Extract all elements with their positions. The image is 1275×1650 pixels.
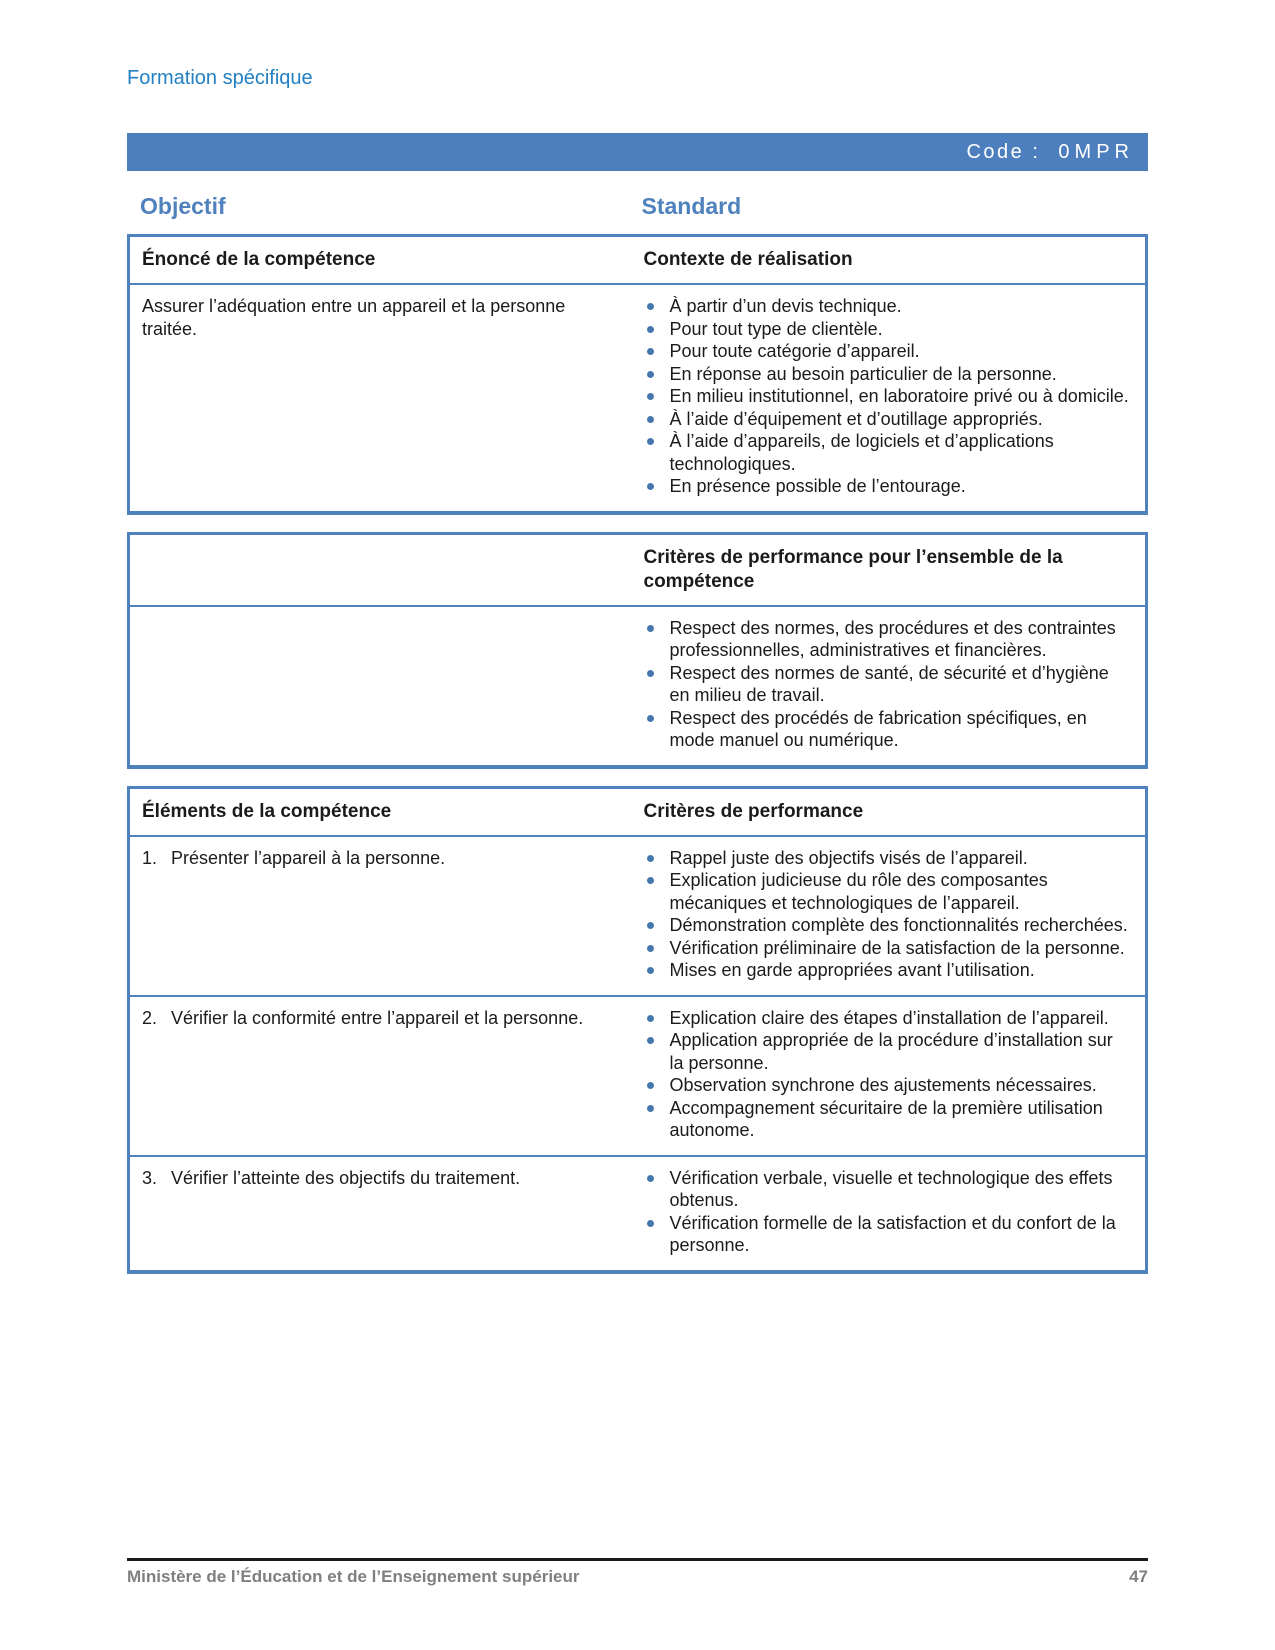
element-text: Vérifier l’atteinte des objectifs du traitement. <box>171 1167 521 1188</box>
bullet-dot-icon <box>644 363 670 386</box>
bullet-item <box>644 937 1130 960</box>
criteres-ensemble-bullet-list <box>638 607 1146 765</box>
criteres-ensemble-header-cell: Critères de performance pour l’ensemble de la compétence <box>643 546 1063 592</box>
bullet-text: En réponse au besoin particulier de la personne. <box>669 363 1057 384</box>
bullet-item <box>644 385 1130 408</box>
bullet-item <box>644 475 1130 498</box>
section-label: Formation spécifique <box>127 67 313 89</box>
bullet-dot-icon <box>644 295 670 318</box>
bullet-dot-icon <box>644 914 670 937</box>
bullet-dot-icon <box>644 1167 670 1212</box>
elements-table <box>127 786 1148 1274</box>
code-label: Code : <box>966 140 1041 163</box>
bullet-dot-icon <box>644 959 670 982</box>
bullet-text: Mises en garde appropriées avant l’utilisation. <box>669 960 1035 980</box>
bullet-item <box>644 707 1130 752</box>
element-row-3 <box>130 1155 1145 1270</box>
bullet-dot-icon <box>644 318 670 341</box>
elements-header-cell: Éléments de la compétence <box>142 800 392 822</box>
bullet-text: Respect des procédés de fabrication spécifiques, en mode manuel ou numérique. <box>669 707 1087 750</box>
element-text: Présenter l’appareil à la personne. <box>171 847 446 868</box>
bullet-dot-icon <box>644 617 670 662</box>
competency-statement: Assurer l’adéquation entre un appareil et la personne traitée. <box>142 296 566 339</box>
bullet-text: Vérification préliminaire de la satisfaction de la personne. <box>669 937 1125 958</box>
element-row-2 <box>130 995 1145 1155</box>
element-number: 1. <box>142 847 158 868</box>
criteria-list <box>638 1157 1146 1270</box>
ministry-name: Ministère de l’Éducation et de l’Enseignement supérieur <box>127 1567 580 1586</box>
bullet-item <box>644 1029 1130 1074</box>
element-cell <box>130 997 638 1155</box>
element-number: 2. <box>142 1007 158 1028</box>
bullet-dot-icon <box>644 475 670 498</box>
bullet-dot-icon <box>644 937 670 960</box>
column-headings <box>127 192 1148 220</box>
bullet-item <box>644 959 1130 982</box>
bullet-text: Vérification verbale, visuelle et technologique des effets obtenus. <box>669 1167 1113 1210</box>
bullet-text: Pour toute catégorie d’appareil. <box>669 341 920 361</box>
element-row-1 <box>130 837 1145 995</box>
bullet-dot-icon <box>644 847 670 870</box>
bullet-dot-icon <box>644 662 670 707</box>
bullet-text: Explication claire des étapes d’installation de l’appareil. <box>669 1007 1109 1028</box>
code-value: 0MPR <box>1058 140 1134 163</box>
bullet-text: Démonstration complète des fonctionnalités recherchées. <box>669 915 1128 935</box>
bullet-text: En présence possible de l’entourage. <box>669 476 966 496</box>
standard-heading: Standard <box>641 193 742 219</box>
element-cell <box>130 837 638 995</box>
bullet-item <box>644 363 1130 386</box>
bullet-item <box>644 1007 1130 1030</box>
bullet-text: Respect des normes de santé, de sécurité et d’hygiène en milieu de travail. <box>669 662 1109 705</box>
criteres-header-cell: Critères de performance <box>643 800 864 822</box>
empty-cell <box>130 607 638 765</box>
bullet-item <box>644 408 1130 431</box>
bullet-dot-icon <box>644 340 670 363</box>
elements-table-header-row <box>130 789 1145 837</box>
bullet-text: Accompagnement sécuritaire de la première utilisation autonome. <box>669 1097 1103 1140</box>
bullet-dot-icon <box>644 1097 670 1142</box>
bullet-text: Vérification formelle de la satisfaction et du confort de la personne. <box>669 1212 1116 1255</box>
element-number: 3. <box>142 1167 158 1188</box>
bullet-item <box>644 1167 1130 1212</box>
bullet-item <box>644 617 1130 662</box>
bullet-item <box>644 662 1130 707</box>
bullet-item <box>644 1097 1130 1142</box>
bullet-dot-icon <box>644 430 670 475</box>
page-footer <box>127 1558 1148 1587</box>
bullet-text: Observation synchrone des ajustements nécessaires. <box>669 1075 1097 1095</box>
bullet-item <box>644 1212 1130 1257</box>
bullet-text: À l’aide d’équipement et d’outillage appropriés. <box>669 408 1043 429</box>
bullet-text: Respect des normes, des procédures et des contraintes professionnelles, administratives et financières. <box>669 617 1116 660</box>
enonce-table-body-row <box>130 285 1145 511</box>
code-banner <box>127 133 1148 171</box>
bullet-dot-icon <box>644 869 670 914</box>
bullet-dot-icon <box>644 1029 670 1074</box>
context-bullet-list <box>638 285 1146 511</box>
enonce-table <box>127 234 1148 515</box>
empty-header-cell <box>130 535 638 605</box>
bullet-text: En milieu institutionnel, en laboratoire privé ou à domicile. <box>669 386 1129 406</box>
page-number: 47 <box>1129 1567 1148 1586</box>
criteres-ensemble-body-row <box>130 607 1145 765</box>
bullet-dot-icon <box>644 1212 670 1257</box>
bullet-item <box>644 340 1130 363</box>
enonce-table-header-row <box>130 237 1145 285</box>
enonce-header-cell: Énoncé de la compétence <box>142 249 376 270</box>
bullet-item <box>644 847 1130 870</box>
bullet-item <box>644 1074 1130 1097</box>
element-text: Vérifier la conformité entre l’appareil et la personne. <box>171 1007 584 1028</box>
bullet-text: Explication judicieuse du rôle des composantes mécaniques et technologiques de l’appareil. <box>669 870 1048 913</box>
bullet-item <box>644 318 1130 341</box>
criteres-ensemble-table <box>127 532 1148 769</box>
numbered-item <box>142 847 618 870</box>
bullet-text: Application appropriée de la procédure d’installation sur la personne. <box>669 1030 1113 1073</box>
bullet-item <box>644 295 1130 318</box>
bullet-text: À l’aide d’appareils, de logiciels et d’applications technologiques. <box>669 431 1054 474</box>
criteria-list <box>638 997 1146 1155</box>
numbered-item <box>142 1007 618 1030</box>
bullet-item <box>644 430 1130 475</box>
bullet-text: Rappel juste des objectifs visés de l’appareil. <box>669 847 1028 868</box>
bullet-item <box>644 869 1130 914</box>
numbered-item <box>142 1167 618 1190</box>
bullet-dot-icon <box>644 1007 670 1030</box>
element-cell <box>130 1157 638 1270</box>
bullet-dot-icon <box>644 1074 670 1097</box>
contexte-header-cell: Contexte de réalisation <box>643 249 853 270</box>
bullet-dot-icon <box>644 385 670 408</box>
objectif-heading: Objectif <box>140 193 226 219</box>
criteria-list <box>638 837 1146 995</box>
bullet-dot-icon <box>644 707 670 752</box>
bullet-text: Pour tout type de clientèle. <box>669 318 883 339</box>
bullet-dot-icon <box>644 408 670 431</box>
bullet-text: À partir d’un devis technique. <box>669 296 902 316</box>
criteres-ensemble-header-row <box>130 535 1145 607</box>
bullet-item <box>644 914 1130 937</box>
